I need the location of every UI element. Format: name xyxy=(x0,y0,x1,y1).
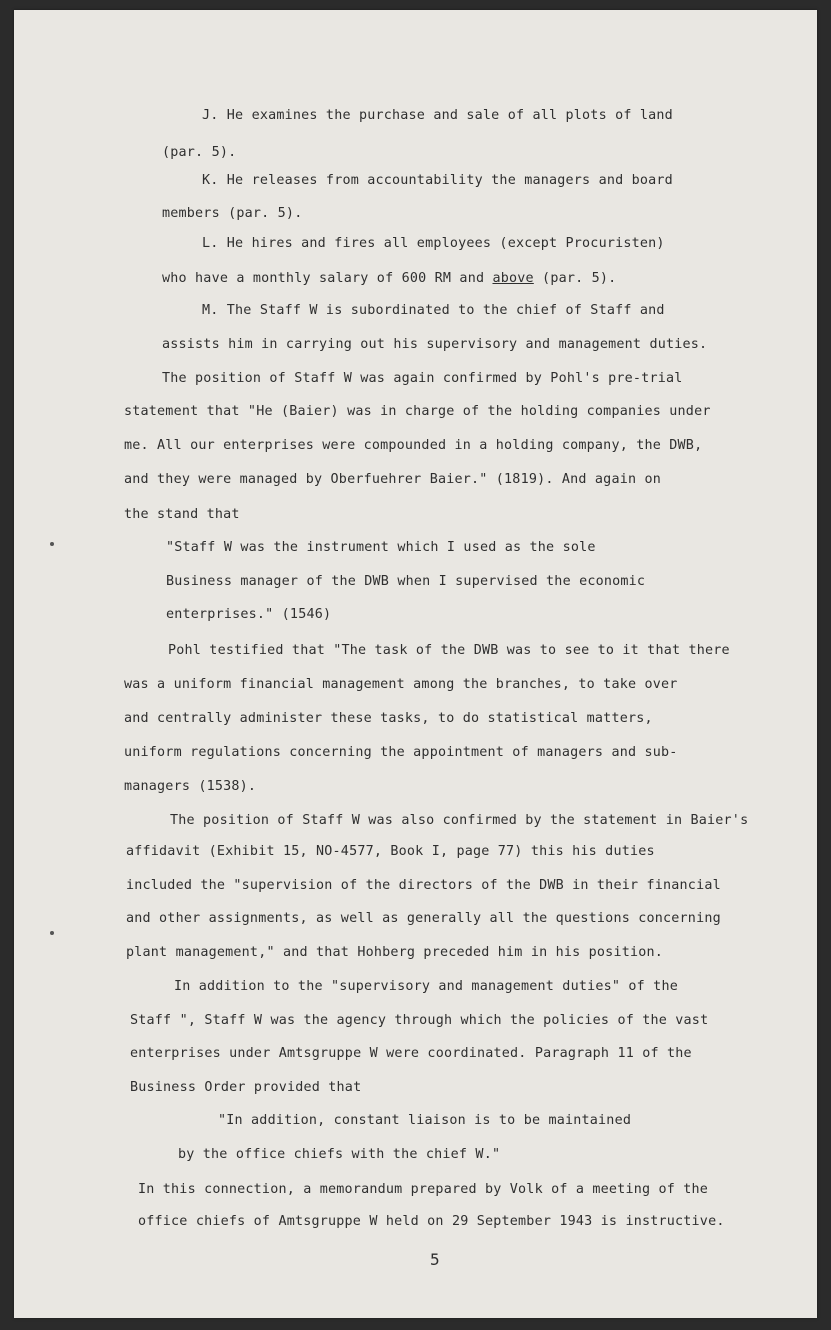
text-line: M. The Staff W is subordinated to the chief of Staff and xyxy=(202,303,665,318)
text-line: "Staff W was the instrument which I used as the sole xyxy=(166,540,596,555)
salary-text: who have a monthly salary of 600 RM and xyxy=(162,271,493,286)
text-line: enterprises." (1546) xyxy=(166,607,332,622)
text-line: plant management," and that Hohberg preceded him in his position. xyxy=(126,945,664,960)
text-line: In addition to the "supervisory and management duties" of the xyxy=(174,979,678,994)
text-line: was a uniform financial management among the branches, to take over xyxy=(124,677,678,692)
margin-dot-mark xyxy=(50,931,54,935)
text-line xyxy=(162,271,616,286)
text-line: (par. 5). xyxy=(162,145,237,160)
text-line: office chiefs of Amtsgruppe W held on 29 September 1943 is instructive. xyxy=(138,1214,725,1229)
text-line: Staff ", Staff W was the agency through which the policies of the vast xyxy=(130,1013,709,1028)
text-line: by the office chiefs with the chief W." xyxy=(178,1147,501,1162)
text-line: K. He releases from accountability the managers and board xyxy=(202,173,673,188)
text-line: J. He examines the purchase and sale of all plots of land xyxy=(202,108,673,123)
text-line: and they were managed by Oberfuehrer Baier." (1819). And again on xyxy=(124,472,662,487)
text-line: the stand that xyxy=(124,507,240,522)
text-line: me. All our enterprises were compounded in a holding company, the DWB, xyxy=(124,438,703,453)
text-line: L. He hires and fires all employees (except Procuristen) xyxy=(202,236,665,251)
text-line: Pohl testified that "The task of the DWB was to see to it that there xyxy=(168,643,730,658)
text-line: The position of Staff W was also confirmed by the statement in Baier's xyxy=(170,813,749,828)
text-line: managers (1538). xyxy=(124,779,257,794)
text-line: assists him in carrying out his supervisory and management duties. xyxy=(162,337,708,352)
text-line: Business Order provided that xyxy=(130,1080,362,1095)
text-line: "In addition, constant liaison is to be maintained xyxy=(218,1113,632,1128)
text-line: included the "supervision of the directors of the DWB in their financial xyxy=(126,878,721,893)
text-line: Business manager of the DWB when I supervised the economic xyxy=(166,574,646,589)
text-line: uniform regulations concerning the appointment of managers and sub- xyxy=(124,745,678,760)
underlined-word: above xyxy=(492,271,534,286)
margin-dot-mark xyxy=(50,542,54,546)
text-line: and other assignments, as well as generally all the questions concerning xyxy=(126,911,721,926)
text-line: The position of Staff W was again confirmed by Pohl's pre-trial xyxy=(162,371,683,386)
page-number: 5 xyxy=(430,1250,440,1269)
text-line: affidavit (Exhibit 15, NO-4577, Book I, page 77) this his duties xyxy=(126,844,655,859)
text-line: In this connection, a memorandum prepared by Volk of a meeting of the xyxy=(138,1182,709,1197)
text-line: members (par. 5). xyxy=(162,206,303,221)
text-line: and centrally administer these tasks, to do statistical matters, xyxy=(124,711,653,726)
text-line: enterprises under Amtsgruppe W were coordinated. Paragraph 11 of the xyxy=(130,1046,692,1061)
text-line: statement that "He (Baier) was in charge of the holding companies under xyxy=(124,404,711,419)
salary-text-end: (par. 5). xyxy=(533,271,617,286)
document-page xyxy=(14,10,817,1318)
